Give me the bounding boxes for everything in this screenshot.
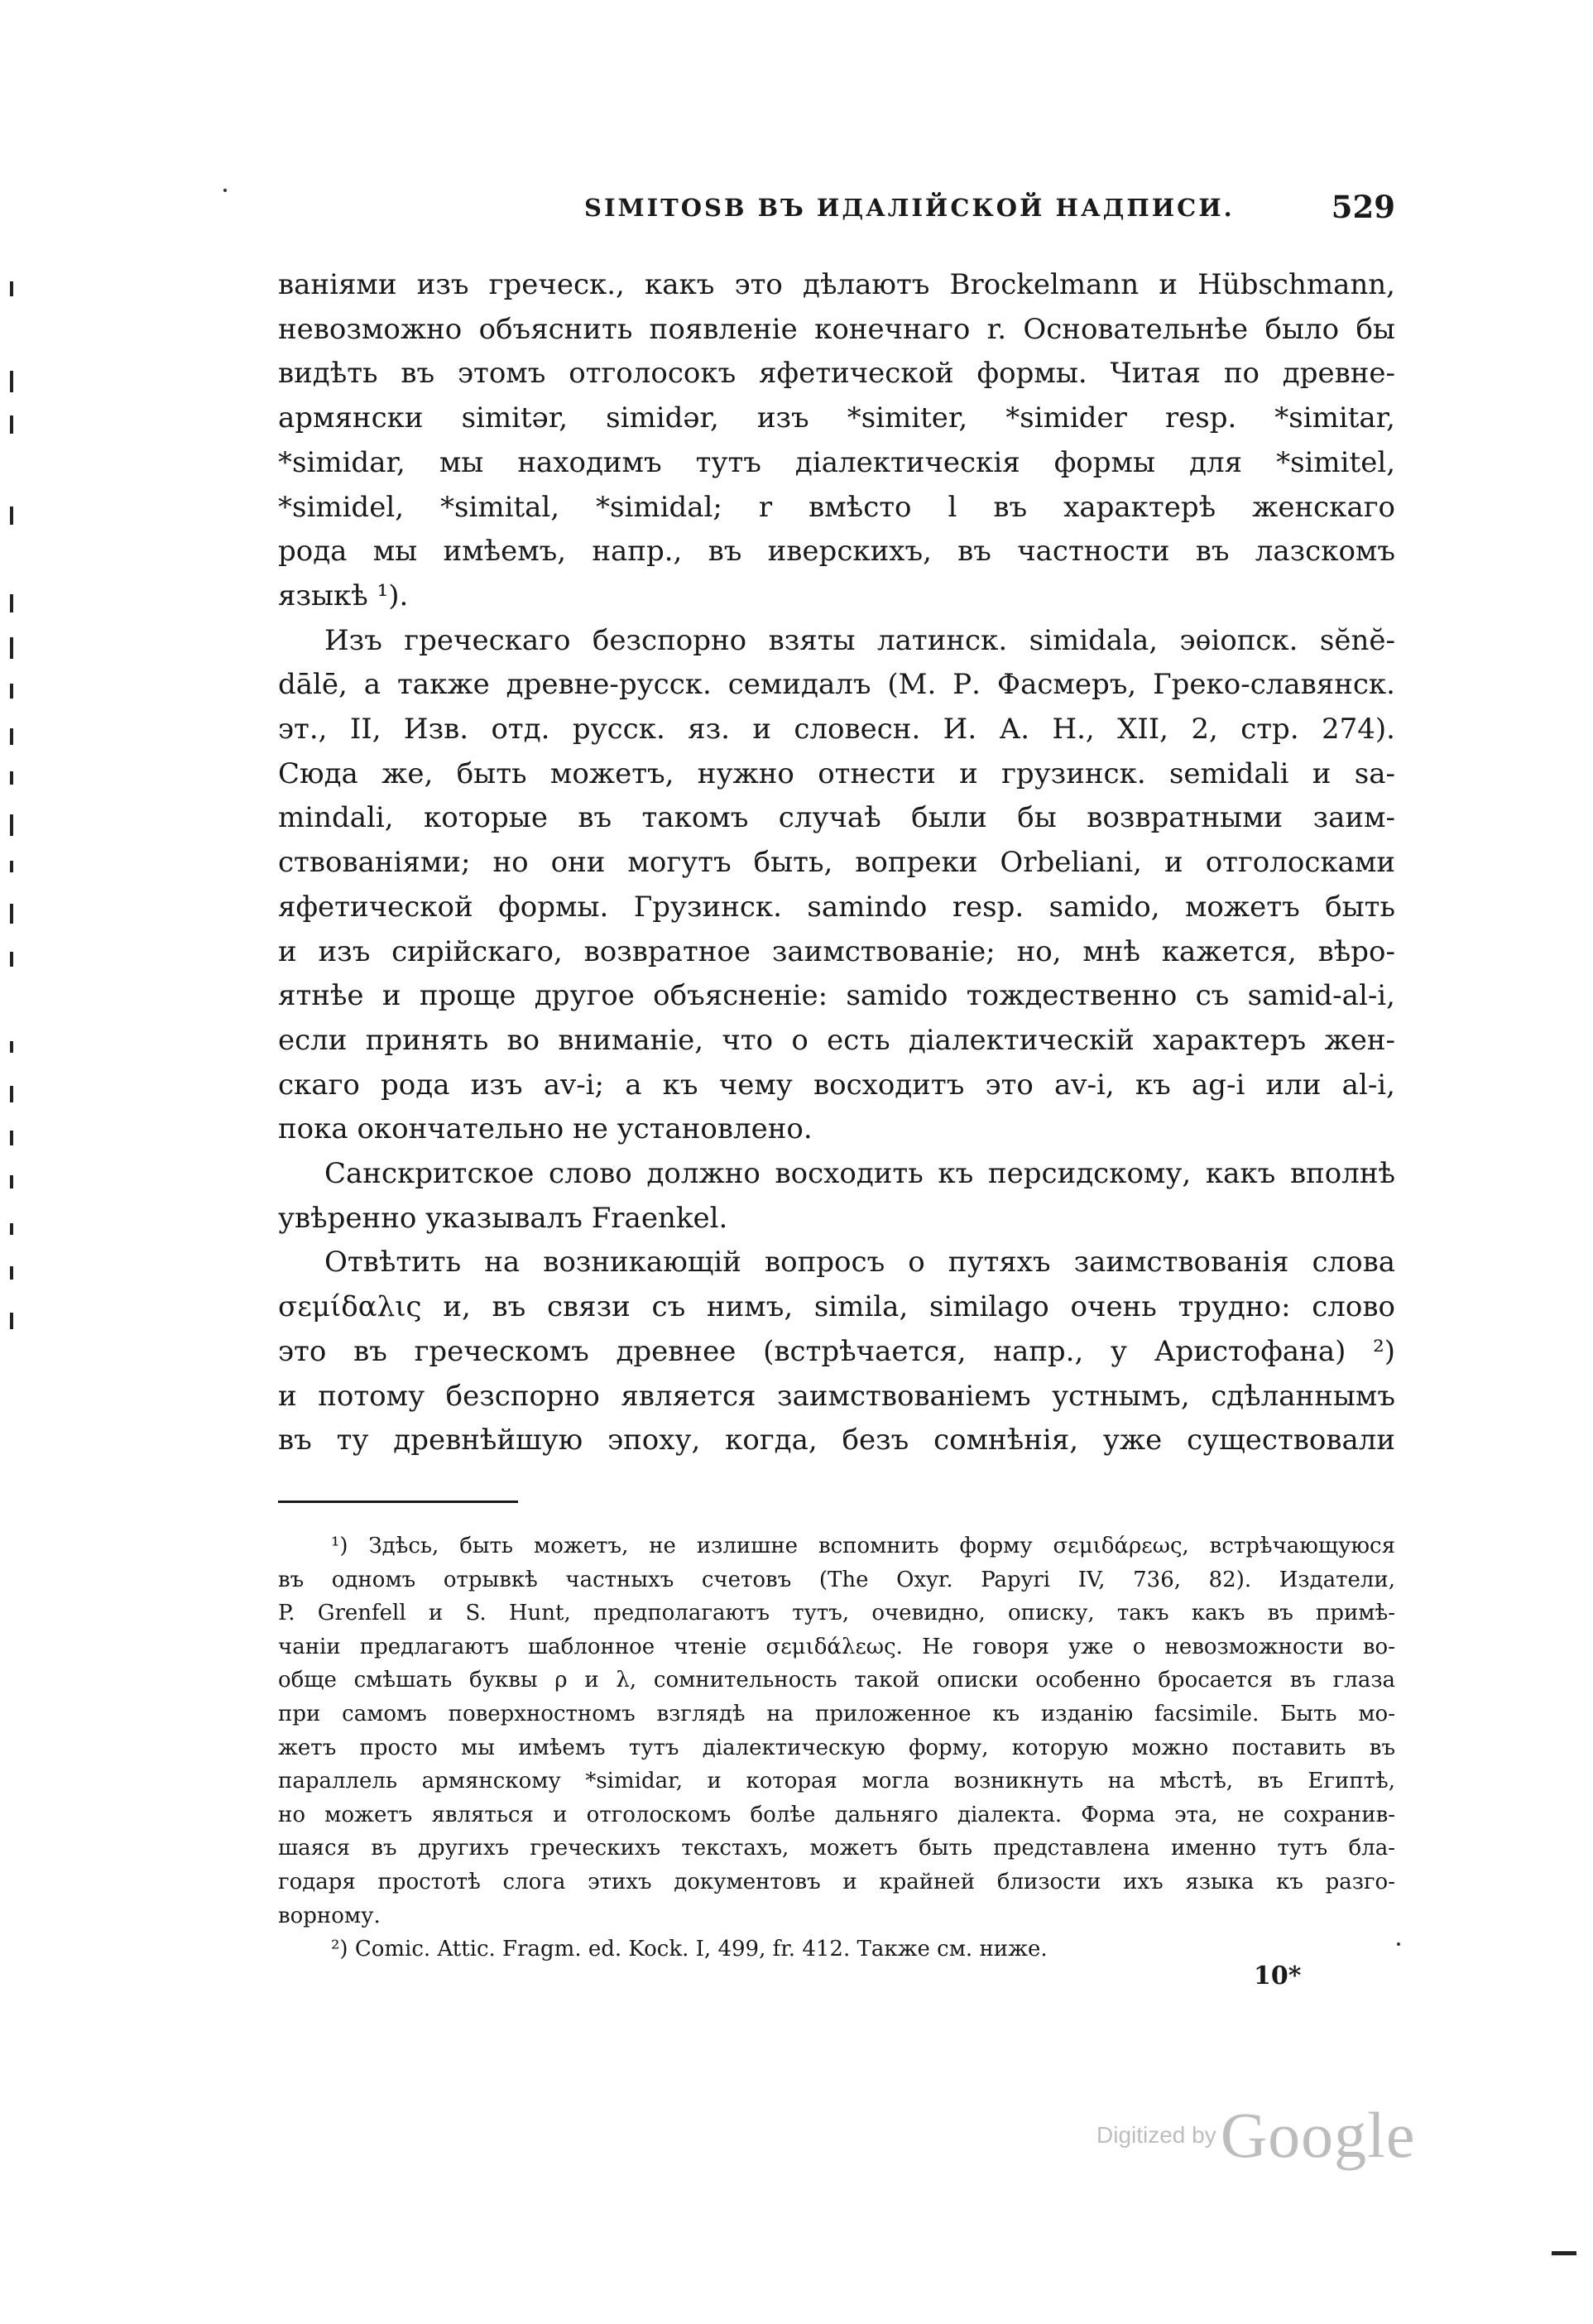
main-text bbox=[278, 263, 1395, 1463]
text-line: Изъ греческаго безспорно взяты латинск. simidala, эѳіопск. sĕnĕ- bbox=[324, 623, 1395, 657]
text-line: это въ греческомъ древнее (встрѣчается, напр., у Аристофана) ²) bbox=[278, 1334, 1395, 1368]
text-line: ваніями изъ греческ., какъ это дѣлаютъ Brockelmann и Hübschmann, bbox=[278, 268, 1395, 301]
text-line: mindali, которые въ такомъ случаѣ были бы возвратными заим- bbox=[278, 801, 1395, 835]
footnote-line: чаніи предлагаютъ шаблонное чтеніе σεμιδάλεως. Не говоря уже о невозможности во- bbox=[278, 1634, 1395, 1659]
text-line: видѣть въ этомъ отголосокъ яфетической формы. Читая по древне- bbox=[278, 357, 1395, 391]
text-line: рода мы имѣемъ, напр., въ иверскихъ, въ частности въ лазскомъ bbox=[278, 535, 1395, 569]
footnote-separator bbox=[278, 1501, 518, 1503]
footnote-line: обще смѣшать буквы ρ и λ, сомнительность такой описки особенно бросается въ глаза bbox=[278, 1668, 1395, 1693]
footnote-line: годаря простотѣ слога этихъ документовъ и крайней близости ихъ языка къ разго- bbox=[278, 1869, 1395, 1894]
text-line: dālē, а также древне-русск. семидалъ (М. Р. Фасмеръ, Греко-славянск. bbox=[278, 668, 1395, 702]
text-line: яфетической формы. Грузинск. samindo resp. samido, можетъ быть bbox=[278, 890, 1395, 924]
text-line: ствованіями; но они могутъ быть, вопреки Orbeliani, и отголосками bbox=[278, 846, 1395, 880]
footnote-line: въ одномъ отрывкѣ частныхъ счетовъ (The Oxyr. Papyri IV, 736, 82). Издатели, bbox=[278, 1567, 1395, 1592]
text-line: скаго рода изъ av-i; а къ чему восходитъ это av-i, къ ag-i или al-i, bbox=[278, 1068, 1395, 1102]
text-line: *simidar, мы находимъ тутъ діалектическія формы для *simitel, bbox=[278, 445, 1395, 479]
text-line: армянски simitər, simidər, изъ *simiter, *simider resp. *simitar, bbox=[278, 401, 1395, 435]
text-line: Отвѣтить на возникающій вопросъ о путяхъ заимствованія слова bbox=[324, 1246, 1395, 1280]
google-watermark bbox=[1096, 2098, 1444, 2171]
text-line: ятнѣе и проще другое объясненіе: samido тождественно съ samid-al-i, bbox=[278, 979, 1395, 1013]
footnote-line: ворному. bbox=[278, 1903, 381, 1928]
footnote-line: ²) Comic. Attic. Fragm. ed. Kock. I, 499, fr. 412. Также см. ниже. bbox=[331, 1937, 1048, 1962]
paragraph bbox=[278, 619, 1395, 1152]
watermark-prefix: Digitized by bbox=[1096, 2122, 1216, 2148]
running-title: SIMITOSB ВЪ ИДАЛІЙСКОЙ НАДПИСИ. bbox=[584, 194, 1235, 222]
footnote-line: параллель армянскому *simidar, и которая могла возникнуть на мѣстѣ, въ Египтѣ, bbox=[278, 1769, 1395, 1794]
text-line: если принять во вниманіе, что o есть діалектическій характеръ жен- bbox=[278, 1023, 1395, 1057]
footnote-line: но можетъ являться и отголоскомъ болѣе дальняго діалекта. Форма эта, не сохранив- bbox=[278, 1802, 1395, 1827]
text-line: Санскритское слово должно восходить къ персидскому, какъ вполнѣ bbox=[324, 1157, 1395, 1191]
footnote-line: P. Grenfell и S. Hunt, предполагаютъ тутъ, очевидно, описку, такъ какъ въ примѣ- bbox=[278, 1601, 1395, 1626]
text-line: невозможно объяснить появленіе конечнаго r. Основательнѣе было бы bbox=[278, 312, 1395, 346]
footnote-line: ¹) Здѣсь, быть можетъ, не излишне вспомнить форму σεμιδάρεως, встрѣчающуюся bbox=[331, 1534, 1395, 1558]
text-line: *simidel, *simital, *simidal; r вмѣсто l въ характерѣ женскаго bbox=[278, 490, 1395, 524]
footnote-1 bbox=[278, 1529, 1395, 1933]
footnotes bbox=[278, 1529, 1395, 1966]
text-line: и изъ сирійскаго, возвратное заимствованіе; но, мнѣ кажется, вѣро- bbox=[278, 934, 1395, 968]
text-line: σεμίδαλις и, въ связи съ нимъ, simila, similago очень трудно: слово bbox=[278, 1290, 1395, 1324]
text-line: въ ту древнѣйшую эпоху, когда, безъ сомнѣнія, уже существовали bbox=[278, 1424, 1395, 1457]
speck bbox=[1397, 1942, 1400, 1946]
footnote-line: шаяся въ другихъ греческихъ текстахъ, можетъ быть представлена именно тутъ бла- bbox=[278, 1836, 1395, 1861]
signature-mark: 10* bbox=[1254, 1961, 1302, 1990]
paragraph bbox=[278, 1241, 1395, 1463]
footnote-line: жетъ просто мы имѣемъ тутъ діалектическую форму, которую можно поставить въ bbox=[278, 1735, 1395, 1760]
text-line: увѣренно указывалъ Fraenkel. bbox=[278, 1201, 728, 1235]
text-line: пока окончательно не установлено. bbox=[278, 1112, 813, 1146]
running-header bbox=[278, 189, 1395, 238]
text-line: эт., II, Изв. отд. русск. яз. и словесн. И. А. Н., XII, 2, стр. 274). bbox=[278, 713, 1395, 747]
footnote-2 bbox=[278, 1933, 1395, 1966]
text-line: и потому безспорно является заимствованіемъ устнымъ, сдѣланнымъ bbox=[278, 1379, 1395, 1413]
text-line: языкѣ ¹). bbox=[278, 579, 409, 612]
left-margin-bleed-marks bbox=[0, 0, 33, 2324]
corner-scan-mark bbox=[1552, 2251, 1576, 2255]
speck bbox=[223, 189, 227, 192]
paragraph bbox=[278, 263, 1395, 619]
paragraph bbox=[278, 1152, 1395, 1241]
footnote-line: при самомъ поверхностномъ взглядѣ на приложенное къ изданію facsimile. Быть мо- bbox=[278, 1701, 1395, 1726]
page-number: 529 bbox=[1331, 189, 1395, 225]
google-logo: Google bbox=[1220, 2099, 1416, 2171]
text-line: Сюда же, быть можетъ, нужно отнести и грузинск. semidali и sa- bbox=[278, 756, 1395, 790]
